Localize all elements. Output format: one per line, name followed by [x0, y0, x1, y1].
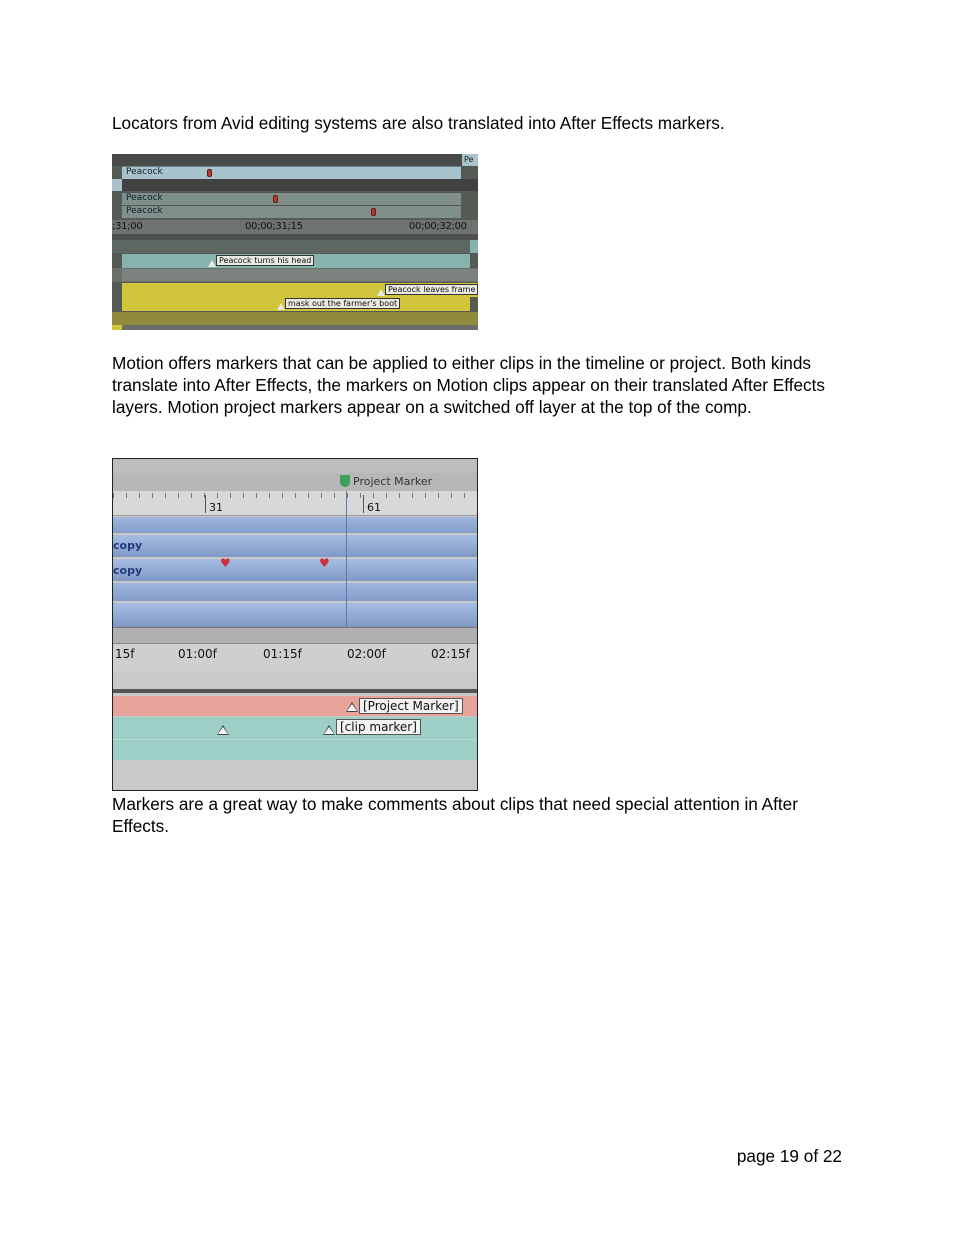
- timecode-label: ;31;00: [112, 221, 143, 232]
- motion-layer: [113, 535, 477, 557]
- ae-ruler-label: 02:15f: [431, 647, 470, 661]
- avid-timeline-screenshot: [112, 154, 478, 330]
- marker-triangle-icon: [277, 303, 285, 310]
- clip-peacock-3: Peacock: [122, 205, 461, 218]
- ae-ruler-label: 01:00f: [178, 647, 217, 661]
- layer-label: copy: [113, 539, 143, 552]
- timecode-label: 00;00;31;15: [245, 221, 303, 232]
- marker-triangle-icon: [323, 725, 335, 735]
- ae-project-marker-label: [Project Marker]: [359, 698, 463, 714]
- ae-clip-layer: [113, 717, 477, 739]
- ae-marker-label: mask out the farmer's boot: [285, 298, 400, 309]
- clip-peacock-1: Peacock: [122, 166, 461, 179]
- clip-peacock-2: Peacock: [122, 192, 461, 205]
- motion-layer: [113, 556, 477, 581]
- timecode-ruler: [112, 220, 478, 234]
- marker-triangle-icon: [208, 260, 216, 267]
- motion-ae-markers-screenshot: [112, 458, 478, 791]
- locator-icon: [371, 208, 376, 216]
- ruler-tick-label: 61: [367, 501, 381, 514]
- ae-ruler-label: 02:00f: [347, 647, 386, 661]
- paragraph-avid-locators: Locators from Avid editing systems are also translated into After Effects markers.: [112, 113, 725, 133]
- timecode-label: 00;00;32;00: [409, 221, 467, 232]
- locator-icon: [207, 169, 212, 177]
- clip-marker-icon: ♥: [220, 556, 231, 570]
- locator-icon: [273, 195, 278, 203]
- project-marker-icon: [340, 475, 350, 487]
- ae-marker-label: Peacock leaves frame: [385, 284, 478, 295]
- paragraph-motion-markers: Motion offers markers that can be applied to either clips in the timeline or project. Both kinds translate into After Effects, the markers on Motion clips appear on their translated After Effects layers. Motion project markers appear on a switched off layer at the top of the comp.: [112, 353, 826, 417]
- corner-clip-label: Pe: [462, 154, 478, 166]
- layer-label: copy: [113, 564, 143, 577]
- clip-marker-icon: ♥: [319, 556, 330, 570]
- marker-triangle-icon: [217, 725, 229, 735]
- page-number: page 19 of 22: [736, 1146, 842, 1166]
- marker-triangle-icon: [346, 702, 358, 712]
- ae-ruler-label: 01:15f: [263, 647, 302, 661]
- ae-marker-label: Peacock turns his head: [216, 255, 314, 266]
- project-marker-label: Project Marker: [353, 475, 433, 488]
- ruler-tick-label: 31: [209, 501, 223, 514]
- marker-triangle-icon: [377, 289, 385, 296]
- paragraph-markers-comments: Markers are a great way to make comments about clips that need special attention in After Effects.: [112, 794, 798, 836]
- ae-ruler-label: 15f: [115, 647, 135, 661]
- ae-clip-marker-label: [clip marker]: [336, 719, 421, 735]
